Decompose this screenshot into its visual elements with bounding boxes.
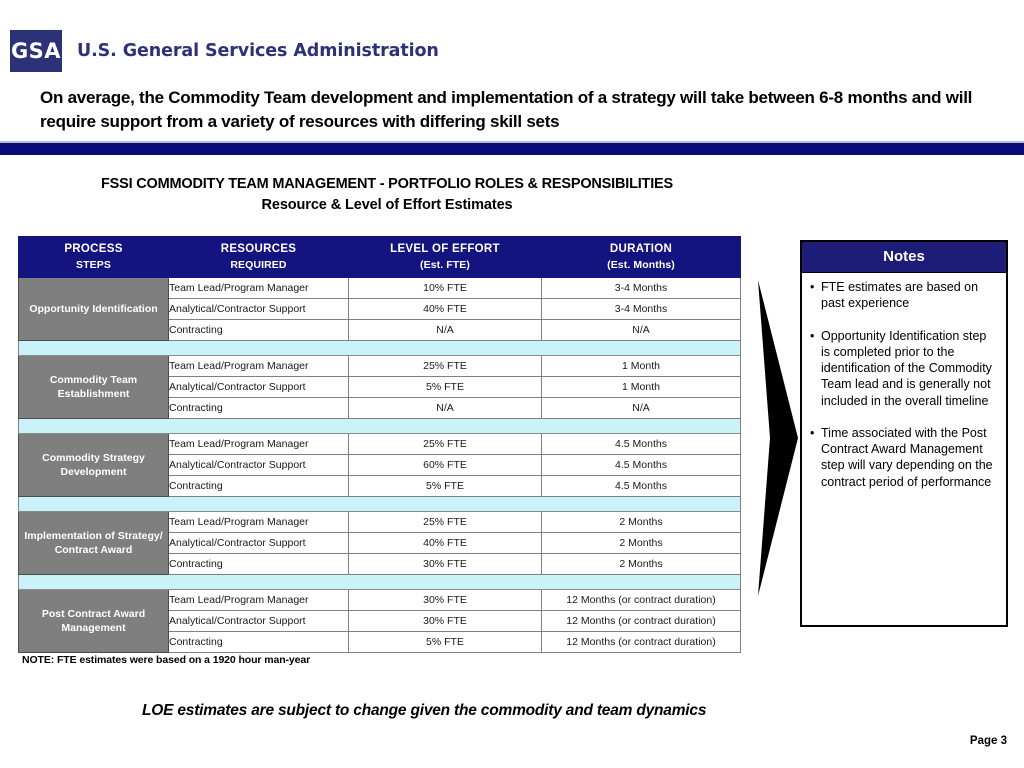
- gsa-logo: GSA: [10, 30, 62, 72]
- duration-cell: 1 Month: [542, 377, 741, 398]
- bullet-icon: •: [810, 328, 815, 343]
- resource-cell: Contracting: [169, 320, 349, 341]
- column-header-sub: (Est. FTE): [420, 258, 470, 271]
- duration-cell: 4.5 Months: [542, 455, 741, 476]
- level-of-effort-cell: 25% FTE: [349, 512, 542, 533]
- column-header-main: LEVEL OF EFFORT: [390, 243, 500, 256]
- duration-cell: 2 Months: [542, 533, 741, 554]
- level-of-effort-cell: 30% FTE: [349, 611, 542, 632]
- group-spacer-row: [19, 575, 741, 590]
- group-spacer-row: [19, 341, 741, 356]
- gsa-wordmark: U.S. General Services Administration: [77, 41, 439, 61]
- slide-headline: On average, the Commodity Team development and implementation of a strategy will take between 6-8 months and will require support from a variety of resources with differing skill sets: [40, 88, 973, 132]
- subtitle-secondary: Resource & Level of Effort Estimates: [261, 197, 513, 213]
- table-row: [19, 512, 741, 533]
- resource-cell: Team Lead/Program Manager: [169, 278, 349, 299]
- subtitle-block: [34, 176, 740, 213]
- duration-cell: 1 Month: [542, 356, 741, 377]
- column-header-main: PROCESS: [64, 243, 123, 256]
- level-of-effort-cell: 25% FTE: [349, 434, 542, 455]
- loe-estimates-table: [18, 236, 741, 653]
- level-of-effort-cell: 25% FTE: [349, 356, 542, 377]
- duration-cell: 3-4 Months: [542, 278, 741, 299]
- subtitle-primary: FSSI COMMODITY TEAM MANAGEMENT - PORTFOLIO ROLES & RESPONSIBILITIES: [101, 176, 673, 192]
- process-step-cell: Opportunity Identification: [19, 278, 169, 341]
- table-header-row: [19, 237, 741, 278]
- group-spacer-cell: [19, 575, 741, 590]
- resource-cell: Contracting: [169, 632, 349, 653]
- resource-cell: Team Lead/Program Manager: [169, 356, 349, 377]
- level-of-effort-cell: 30% FTE: [349, 554, 542, 575]
- table-header: [19, 237, 741, 278]
- level-of-effort-cell: 5% FTE: [349, 476, 542, 497]
- level-of-effort-cell: 5% FTE: [349, 632, 542, 653]
- group-spacer-cell: [19, 419, 741, 434]
- level-of-effort-cell: 60% FTE: [349, 455, 542, 476]
- resource-cell: Analytical/Contractor Support: [169, 299, 349, 320]
- duration-cell: 12 Months (or contract duration): [542, 632, 741, 653]
- column-header-1: [169, 237, 349, 278]
- table-row: [19, 278, 741, 299]
- note-text: Opportunity Identification step is completed prior to the identification of the Commodity Team lead and is generally not included in the overall timeline: [821, 328, 992, 408]
- process-step-cell: Commodity Team Establishment: [19, 356, 169, 419]
- column-header-main: RESOURCES: [220, 243, 297, 256]
- process-step-cell: Commodity Strategy Development: [19, 434, 169, 497]
- note-item: [810, 328, 998, 409]
- duration-cell: 12 Months (or contract duration): [542, 611, 741, 632]
- resource-cell: Team Lead/Program Manager: [169, 512, 349, 533]
- bullet-icon: •: [810, 425, 815, 440]
- process-step-cell: Post Contract Award Management: [19, 590, 169, 653]
- note-item: [810, 425, 998, 490]
- table-row: [19, 434, 741, 455]
- table-row: [19, 590, 741, 611]
- navy-divider-bar: [0, 141, 1024, 155]
- duration-cell: 4.5 Months: [542, 434, 741, 455]
- duration-cell: 12 Months (or contract duration): [542, 590, 741, 611]
- bullet-icon: •: [810, 280, 815, 294]
- table-body: [19, 278, 741, 653]
- duration-cell: 2 Months: [542, 512, 741, 533]
- note-text: Time associated with the Post Contract Award Management step will vary depending on the contract period of performance: [821, 425, 993, 489]
- resource-cell: Team Lead/Program Manager: [169, 434, 349, 455]
- process-step-cell: Implementation of Strategy/ Contract Award: [19, 512, 169, 575]
- right-pointing-arrow-icon: [756, 278, 800, 598]
- level-of-effort-cell: 5% FTE: [349, 377, 542, 398]
- resource-cell: Contracting: [169, 398, 349, 419]
- notes-list: [802, 273, 1006, 625]
- table-footnote: NOTE: FTE estimates were based on a 1920 hour man-year: [22, 654, 311, 666]
- column-header-0: [19, 237, 169, 278]
- resource-cell: Contracting: [169, 554, 349, 575]
- level-of-effort-cell: 10% FTE: [349, 278, 542, 299]
- table-row: [19, 356, 741, 377]
- column-header-sub: STEPS: [76, 258, 111, 271]
- group-spacer-row: [19, 497, 741, 512]
- notes-panel-title: Notes: [802, 242, 1006, 273]
- notes-panel: [800, 240, 1008, 627]
- resource-cell: Team Lead/Program Manager: [169, 590, 349, 611]
- column-header-main: DURATION: [609, 243, 673, 256]
- gsa-brand-row: [10, 30, 439, 72]
- page-number: Page 3: [969, 735, 1007, 747]
- level-of-effort-cell: 30% FTE: [349, 590, 542, 611]
- resource-cell: Analytical/Contractor Support: [169, 377, 349, 398]
- resource-cell: Analytical/Contractor Support: [169, 455, 349, 476]
- level-of-effort-cell: 40% FTE: [349, 299, 542, 320]
- group-spacer-row: [19, 419, 741, 434]
- duration-cell: 4.5 Months: [542, 476, 741, 497]
- resource-cell: Analytical/Contractor Support: [169, 533, 349, 554]
- note-text: FTE estimates are based on past experience: [821, 280, 979, 311]
- duration-cell: N/A: [542, 398, 741, 419]
- column-header-sub: (Est. Months): [607, 258, 675, 271]
- duration-cell: N/A: [542, 320, 741, 341]
- level-of-effort-cell: N/A: [349, 398, 542, 419]
- column-header-sub: REQUIRED: [230, 258, 287, 271]
- duration-cell: 3-4 Months: [542, 299, 741, 320]
- level-of-effort-cell: N/A: [349, 320, 542, 341]
- group-spacer-cell: [19, 497, 741, 512]
- column-header-2: [349, 237, 542, 278]
- duration-cell: 2 Months: [542, 554, 741, 575]
- resource-cell: Analytical/Contractor Support: [169, 611, 349, 632]
- group-spacer-cell: [19, 341, 741, 356]
- level-of-effort-cell: 40% FTE: [349, 533, 542, 554]
- resource-cell: Contracting: [169, 476, 349, 497]
- footer-statement: LOE estimates are subject to change given the commodity and team dynamics: [142, 702, 707, 719]
- note-item: [810, 279, 998, 312]
- column-header-3: [542, 237, 741, 278]
